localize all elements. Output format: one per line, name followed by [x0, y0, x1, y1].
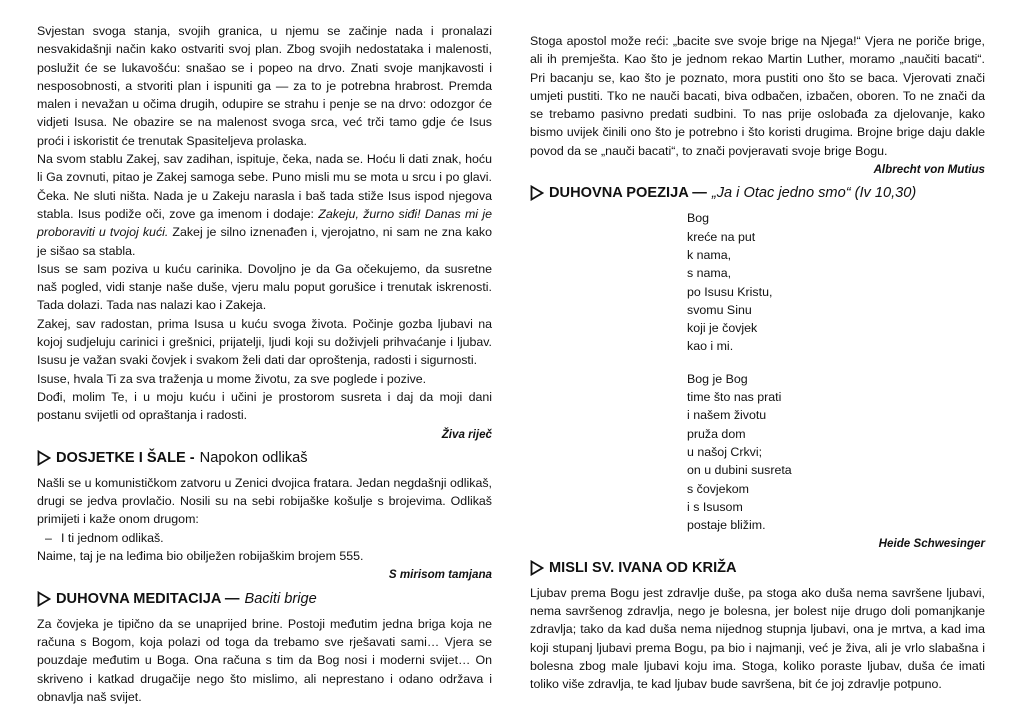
misli-paragraph: Ljubav prema Bogu jest zdravlje duše, pa stoga ako duša nema savršene ljubavi, nema savršenog zdravlja, nego je bolesna, jer bolest nije drugo doli pomanjkanje zdravlja; tako da kad duša nema nijednog stupnja ljubavi, ona je mrtva, a kad ima koji stupanj ljubavi prema Bogu, pa bio i najmanji, već je živa, ali je vrlo slabašna i bolesna zbog male ljubavi koju ima. Stoga, koliko poraste ljubav, duša će imati toliko više zdravlja, te kad ljubav bude savršena, bit će joj zdravlje potpuno.: [530, 585, 985, 692]
section-subtitle: Napokon odlikaš: [199, 449, 308, 466]
poem-line: i našem životu: [687, 408, 767, 423]
bullet-text: I ti jednom odlikaš.: [61, 530, 164, 545]
prayer-line-1: Isuse, hvala Ti za sva traženja u mome životu, za sve poglede i pozive.: [37, 371, 427, 386]
intro-paragraph: Svjestan svoga stanja, svojih granica, u njemu se začinje nada i pronalazi nesvakidašnji način kako ostvariti svoj plan. Zbog svojih nedostataka i malenosti, poslužit će se lukavošću: snašao se i popeo na drvo. Znati svoje manjkavosti i nesposobnosti, a stvoriti plan i ispuniti ga — za to je potrebna hrabrost. Premda malen i nevažan u očima drugih, odupire se strahu i penje se na drvo: odozgor će vidjeti Isusa. Ne obazire se na malenost svoga srca, već trči tamo gdje će Isus proći i iskoristit će trenutak Spasiteljeva prolaska.: [37, 24, 492, 148]
section-title: MISLI SV. IVANA OD KRIŽA: [549, 559, 737, 576]
zakej-text-before: Na svom stablu Zakej, sav zadihan, ispituje, čeka, nada se. Hoću li dati znak, hoću li Ga zovnuti, pitao je Zakej samoga sebe. Puno misli mu se mota u srcu i po glavi. Čeka. Ne sluti ništa. Nada je u Zakeju narasla i baš tada stiže Isus ispod njegova stabla. Isus podiže oči, zove ga imenom i dodaje:: [37, 152, 492, 221]
triangle-outline-icon: [37, 591, 51, 607]
poem-line: koji je čovjek: [687, 321, 758, 336]
poem-line: pruža dom: [687, 426, 746, 441]
section-title: DUHOVNA POEZIJA —: [549, 185, 707, 202]
poem-stanza-2: [687, 370, 985, 535]
poem-line: s nama,: [687, 266, 732, 281]
poem-line: postaje bližim.: [687, 518, 766, 533]
poem-line: Bog je Bog: [687, 371, 748, 386]
joke-ending: Naime, taj je na leđima bio obilježen robijaškim brojem 555.: [37, 549, 364, 564]
section-heading-poezija: [530, 183, 985, 203]
section-heading-meditacija: [37, 589, 492, 609]
poem-line: kreće na put: [687, 229, 756, 244]
poem-line: s čovjekom: [687, 481, 749, 496]
triangle-outline-icon: [530, 185, 544, 201]
triangle-outline-icon: [530, 560, 544, 576]
poem-line: po Isusu Kristu,: [687, 284, 773, 299]
left-column: [37, 22, 492, 706]
poem-line: i s Isusom: [687, 499, 743, 514]
bullet-dash: –: [45, 530, 52, 545]
poem-stanza-1: [687, 209, 985, 355]
poem-line: Bog: [687, 211, 710, 226]
section-subtitle: „Ja i Otac jedno smo“ (Iv 10,30): [711, 185, 917, 202]
prayer-line-2: Dođi, molim Te, i u moju kuću i učini je prostorom susreta i daj da moji dani postanu svijetli od opraštanja i radosti.: [37, 389, 492, 423]
source-s-mirisom-tamjana: S mirisom tamjana: [388, 568, 492, 582]
right-column: [530, 32, 985, 694]
poem: [687, 209, 985, 534]
zakej-quote: Zakeju, žurno siđi! Danas mi je proboraviti u tvojoj kući.: [37, 206, 492, 240]
poem-line: k nama,: [687, 247, 732, 262]
section-title: DOSJETKE I ŠALE -: [56, 449, 195, 466]
section-title: DUHOVNA MEDITACIJA —: [56, 590, 240, 607]
triangle-outline-icon: [37, 450, 51, 466]
joke-paragraph: Našli se u komunističkom zatvoru u Zenici dvojica fratara. Jedan negdašnji odlikaš, drugi se jedva provlačio. Nosili su na sebi robijaške košulje s brojevima. Odlikaš primijeti i kaže onom drugom:: [37, 475, 492, 527]
carinik-paragraph: Isus se sam poziva u kuću carinika. Dovoljno je da Ga očekujemo, da susretne naš pogled, vidi stanje naše duše, vjeru malu poput gorušice i trenutak iskrenosti. Tada dolazi. Tada nas nalazi kao i Zakeja.: [37, 261, 492, 313]
poem-line: time što nas prati: [687, 390, 782, 405]
zakej-text-after: Zakej je silno iznenađen i, vjerojatno, ni sam ne zna kako je sišao sa stabla.: [37, 225, 492, 258]
gozba-paragraph: Zakej, sav radostan, prima Isusa u kuću svoga života. Počinje gozba ljubavi na kojoj sudjeluju carinici i grešnici, prijatelji, ljudi koji su doživjeli prihvaćanje i ljubav. Isusu je važan svaki čovjek i svakom želi dati dar oproštenja, radosti i sigurnosti.: [37, 316, 492, 368]
joke-bullet: [37, 529, 492, 547]
source-albrecht-von-mutius: Albrecht von Mutius: [873, 163, 985, 177]
poem-line: kao i mi.: [687, 339, 734, 354]
section-heading-misli: [530, 558, 985, 578]
section-subtitle: Baciti brige: [244, 590, 317, 607]
meditation-paragraph: Za čovjeka je tipično da se unaprijed brine. Postoji međutim jedna briga koja ne računa s Bogom, koja polazi od toga da trebamo sve rješavati sami… Vjera se pouzdaje međutim u Boga. Ona računa s tim da Bog nosi i moderni svijet… On skriveno i katkad drugačije nego što mislimo, ali neprestano i odano održava i obnavlja naš svijet.: [37, 616, 492, 704]
section-heading-dosjetke: [37, 448, 492, 468]
poem-line: u našoj Crkvi;: [687, 444, 763, 459]
meditation-continued-paragraph: Stoga apostol može reći: „bacite sve svoje brige na Njega!“ Vjera ne poriče brige, ali ih premješta. Kao što je jednom rekao Martin Luther, moramo „naučiti bacati“. Pri bacanju se, kao što je poznato, mora pustiti ono što se baca. Vjerovati znači umjeti pustiti. Tko ne nauči bacati, biva odbačen, izbačen, oboren. To ne znači da se trebamo pasivno predati sudbini. To nas prije oslobađa za djelovanje, kako bismo uvijek činili ono što je potrebno i što koristi drugima. Brojne brige daju dakle povod da se „nauči bacati“, to znači povjeravati svoje brige Bogu.: [530, 34, 985, 158]
zakej-paragraph: [37, 150, 492, 260]
poem-line: svomu Sinu: [687, 302, 752, 317]
source-heide-schwesinger: Heide Schwesinger: [878, 537, 985, 551]
source-ziva-rijec: Živa riječ: [441, 427, 492, 441]
poem-line: on u dubini susreta: [687, 463, 792, 478]
